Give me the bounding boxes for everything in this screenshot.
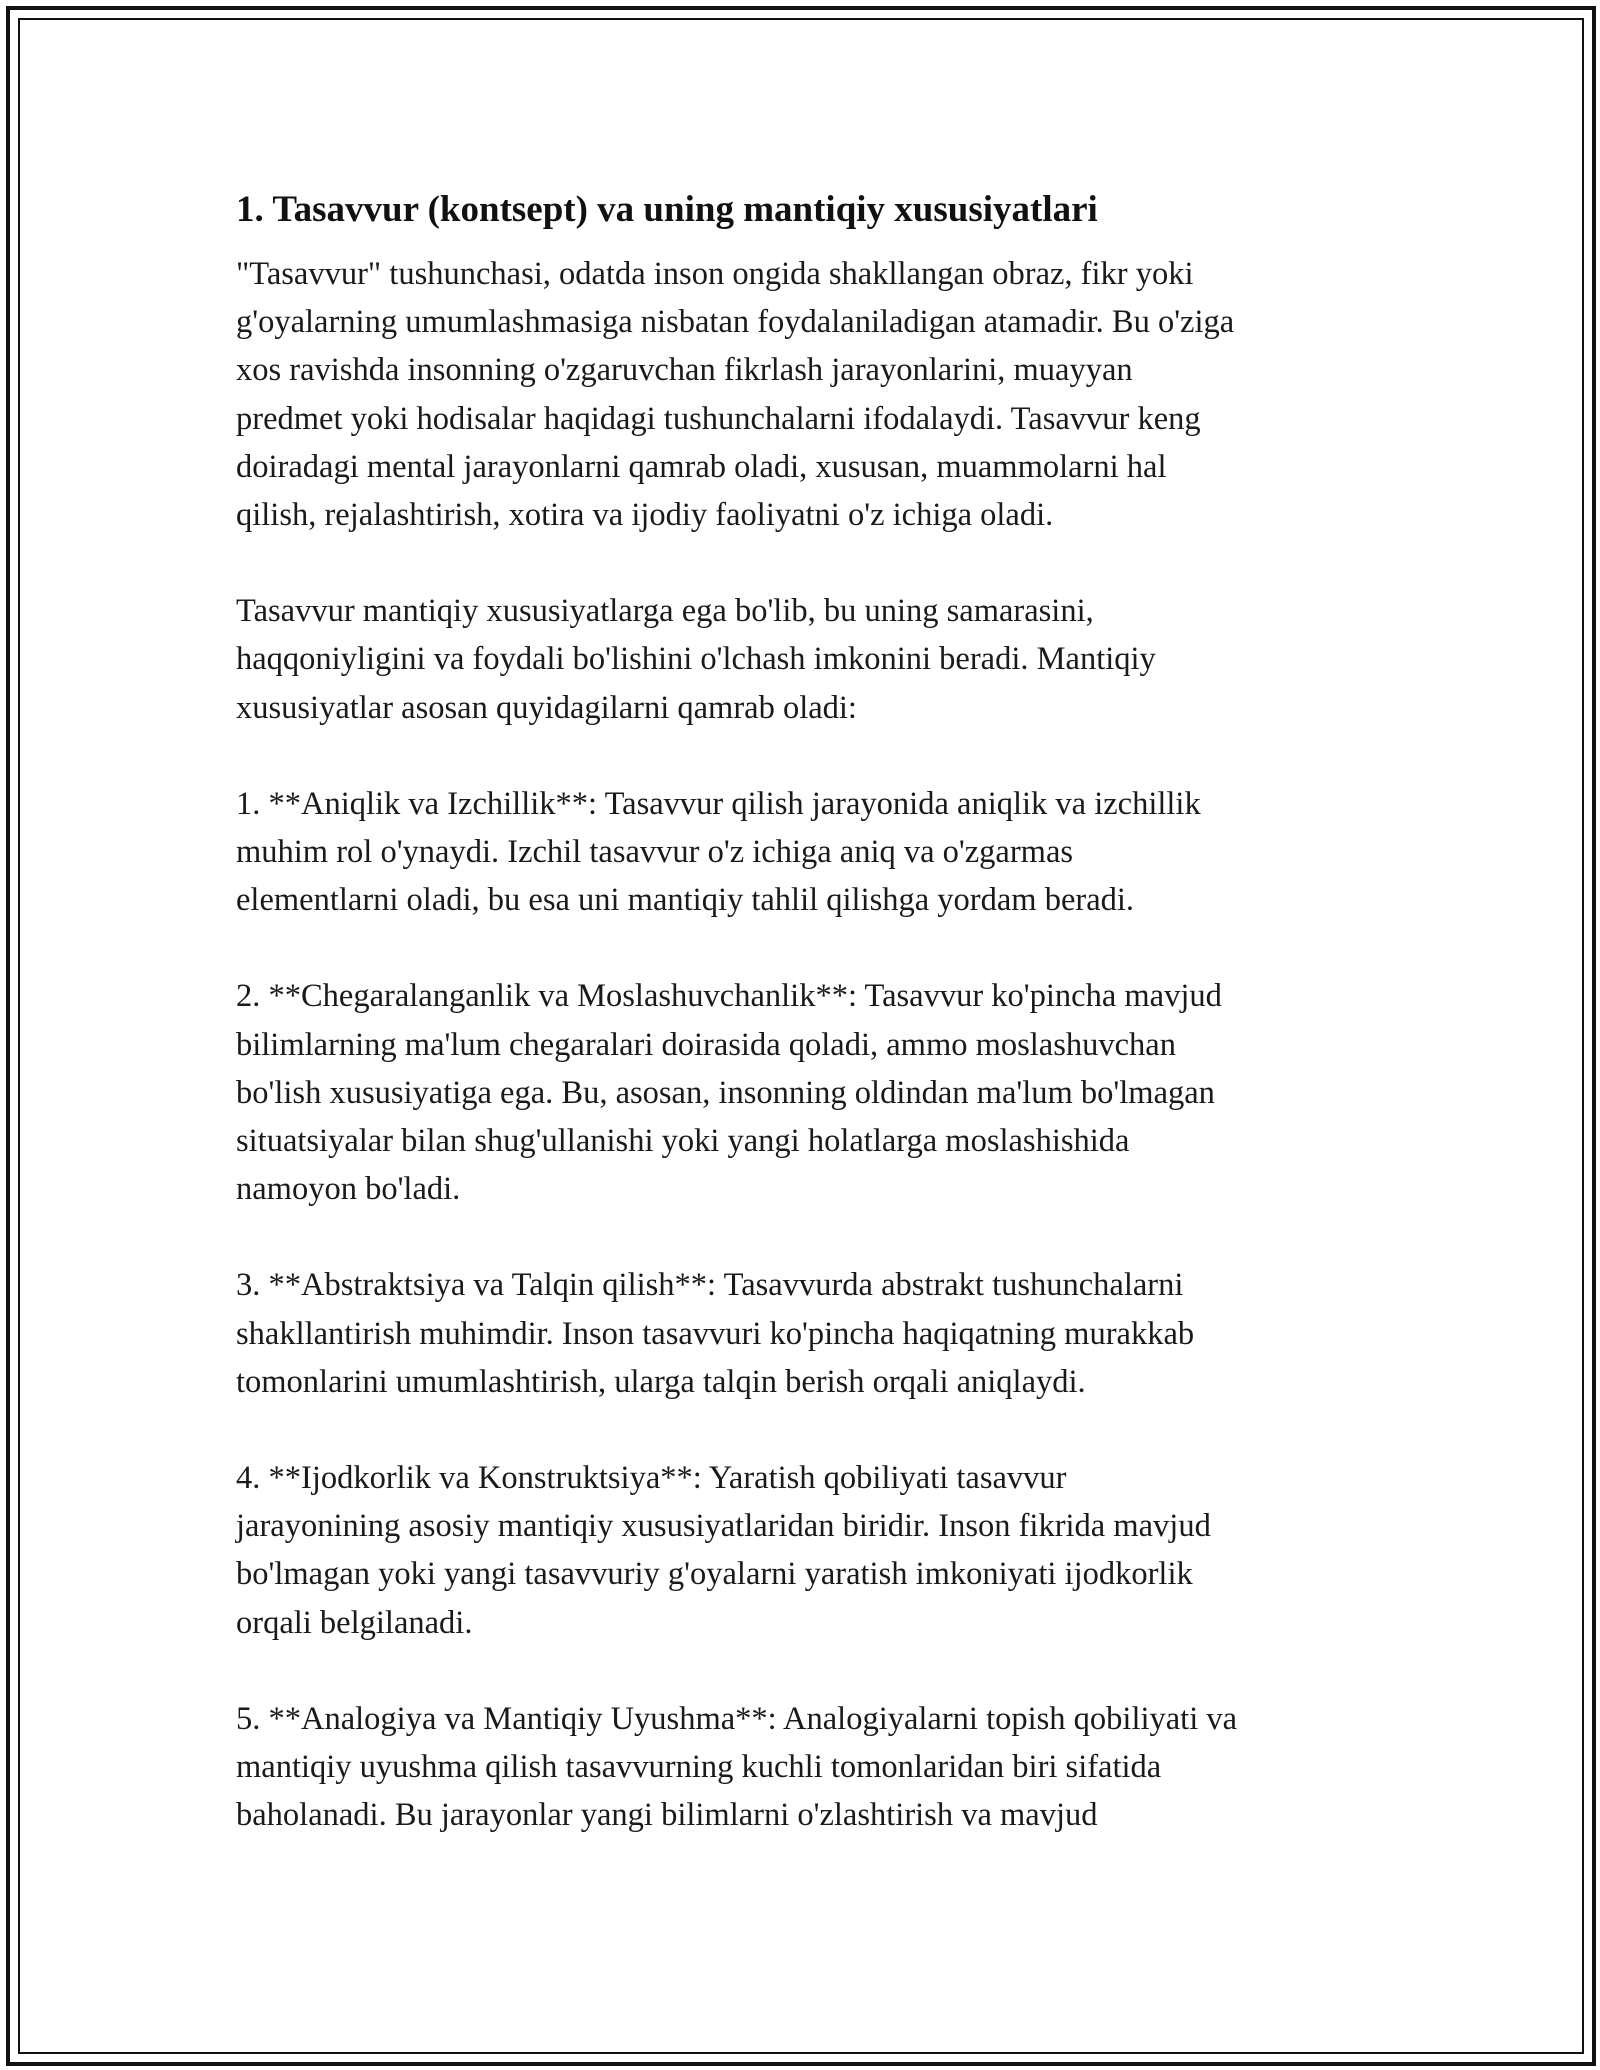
paragraph-logical-properties: [236, 587, 1386, 732]
list-item-accuracy: [236, 780, 1386, 925]
text-line: bo'lmagan yoki yangi tasavvuriy g'oyalarni yaratish imkoniyati ijodkorlik: [236, 1556, 1193, 1593]
text-line: jarayonining asosiy mantiqiy xususiyatlaridan biridir. Inson fikrida mavjud: [236, 1508, 1211, 1545]
list-item-flexibility: [236, 972, 1386, 1213]
text-line: xos ravishda insonning o'zgaruvchan fikrlash jarayonlarini, muayyan: [236, 352, 1133, 389]
text-line: 1. **Aniqlik va Izchillik**: Tasavvur qilish jarayonida aniqlik va izchillik: [236, 785, 1201, 822]
text-line: muhim rol o'ynaydi. Izchil tasavvur o'z ichiga aniq va o'zgarmas: [236, 834, 1074, 871]
text-line: 5. **Analogiya va Mantiqiy Uyushma**: Analogiyalarni topish qobiliyati va: [236, 1700, 1238, 1737]
list-item-abstraction: [236, 1261, 1386, 1406]
text-line: haqqoniyligini va foydali bo'lishini o'lchash imkonini beradi. Mantiqiy: [236, 641, 1156, 678]
list-item-creativity: [236, 1454, 1386, 1647]
text-line: situatsiyalar bilan shug'ullanishi yoki yangi holatlarga moslashishida: [236, 1123, 1130, 1160]
text-line: elementlarni oladi, bu esa uni mantiqiy tahlil qilishga yordam beradi.: [236, 882, 1135, 919]
text-line: Tasavvur mantiqiy xususiyatlarga ega bo'lib, bu uning samarasini,: [236, 593, 1094, 630]
text-line: shakllantirish muhimdir. Inson tasavvuri ko'pincha haqiqatning murakkab: [236, 1315, 1195, 1352]
text-line: baholanadi. Bu jarayonlar yangi bilimlarni o'zlashtirish va mavjud: [236, 1797, 1098, 1834]
paragraph-intro: [236, 250, 1386, 539]
text-line: orqali belgilanadi.: [236, 1604, 473, 1641]
text-line: "Tasavvur" tushunchasi, odatda inson ongida shakllangan obraz, fikr yoki: [236, 256, 1194, 292]
text-line: 2. **Chegaralanganlik va Moslashuvchanlik**: Tasavvur ko'pincha mavjud: [236, 978, 1222, 1015]
text-line: g'oyalarning umumlashmasiga nisbatan foydalaniladigan atamadir. Bu o'ziga: [236, 304, 1235, 341]
document-body: [236, 186, 1386, 1887]
text-line: predmet yoki hodisalar haqidagi tushunchalarni ifodalaydi. Tasavvur keng: [236, 400, 1201, 437]
text-line: namoyon bo'ladi.: [236, 1171, 461, 1208]
list-item-analogy: [236, 1695, 1386, 1840]
text-line: bo'lish xususiyatiga ega. Bu, asosan, insonning oldindan ma'lum bo'lmagan: [236, 1074, 1215, 1111]
text-line: xususiyatlar asosan quyidagilarni qamrab oladi:: [236, 689, 857, 726]
text-line: qilish, rejalashtirish, xotira va ijodiy faoliyatni o'z ichiga oladi.: [236, 497, 1054, 534]
text-line: doiradagi mental jarayonlarni qamrab oladi, xususan, muammolarni hal: [236, 448, 1167, 485]
text-line: tomonlarini umumlashtirish, ularga talqin berish orqali aniqlaydi.: [236, 1363, 1086, 1400]
text-line: bilimlarning ma'lum chegaralari doirasida qoladi, ammo moslashuvchan: [236, 1026, 1176, 1063]
text-line: 4. **Ijodkorlik va Konstruktsiya**: Yaratish qobiliyati tasavvur: [236, 1460, 1067, 1497]
text-line: mantiqiy uyushma qilish tasavvurning kuchli tomonlaridan biri sifatida: [236, 1749, 1162, 1786]
section-heading: 1. Tasavvur (kontsept) va uning mantiqiy xususiyatlari: [236, 189, 1098, 230]
text-line: 3. **Abstraktsiya va Talqin qilish**: Tasavvurda abstrakt tushunchalarni: [236, 1267, 1184, 1304]
